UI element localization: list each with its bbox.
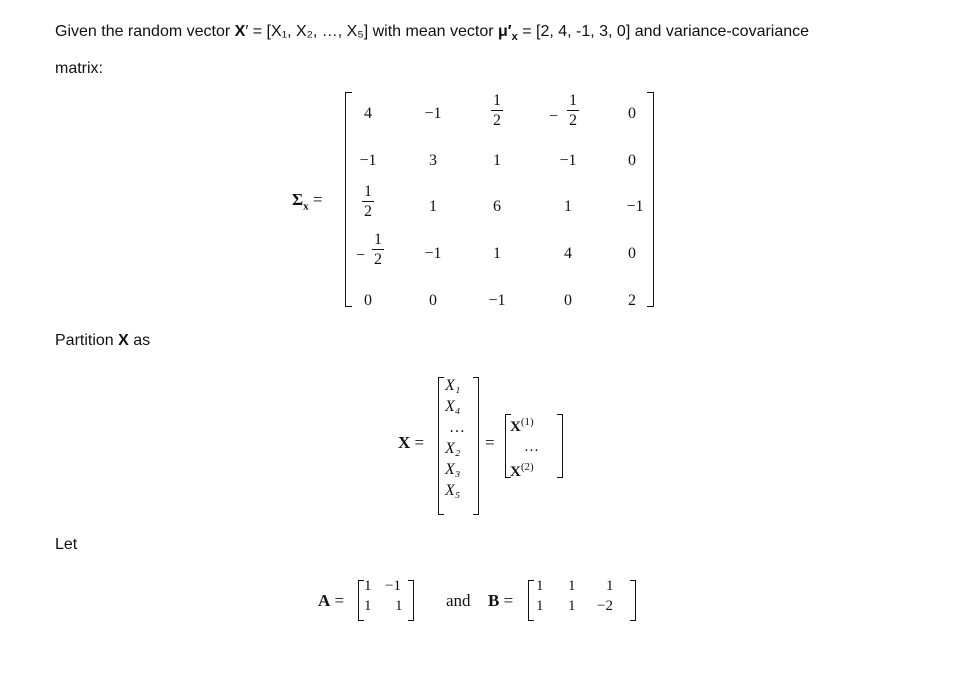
partition-equation [0,360,971,520]
matrix-b-left-bracket [528,580,534,621]
intro-text-1: Given the random vector [55,23,235,40]
sigma-frac: 1 2 [493,92,501,129]
matrix-a-cell: −1 [385,578,401,594]
sigma-cell: 1 [493,245,501,262]
sigma-left-bracket [345,92,352,307]
matrix-b-cell: −2 [597,598,613,614]
sigma-cell: 0 [429,292,437,309]
sigma-cell: 0 [628,245,636,262]
matrix-b-label: B = [488,591,514,610]
sigma-cell: 4 [364,105,372,122]
sigma-frac: 1 2 [569,92,577,129]
sigma-label: $\Sigma_x$ = [292,190,323,213]
partition-lhs: X = [398,433,425,452]
intro-mu: $\mu'_x$ [498,23,518,44]
matrix-a-cell: 1 [395,598,403,614]
intro-text-4: matrix: [55,60,103,78]
partition-element: X₁ [445,377,461,394]
block-bottom: $X^{(2)}$ [510,461,534,480]
partition-element: X₅ [445,482,461,499]
matrix-a-label: A = [318,591,345,610]
matrix-b-right-bracket [630,580,636,621]
sigma-minus: − [549,108,559,125]
sigma-frac: 1 2 [374,231,382,268]
partition-vector-left-bracket [438,377,444,515]
partition-element: … [449,419,465,436]
matrix-b-cell: 1 [536,578,544,594]
sigma-cell: 1 [564,198,572,215]
sigma-minus: − [356,247,366,264]
matrix-a-cell: 1 [364,578,372,594]
let-label: Let [55,536,78,553]
partition-vector-elements [445,375,465,501]
sigma-matrix [0,0,971,320]
partition-block [510,412,539,482]
intro-text-2: ′ = [X₁, X₂, …, X₅] with mean vector [245,23,499,40]
sigma-cell: −1 [559,152,577,169]
block-dots: … [524,439,539,455]
matrix-b-cell: 1 [568,598,576,614]
partition-block-right-bracket [557,414,563,478]
partition-label: Partition X as [55,332,151,349]
sigma-cell: 4 [564,245,572,262]
matrix-b-cell: 1 [568,578,576,594]
partition-vector-right-bracket [473,377,479,515]
sigma-frac: 1 2 [364,183,372,220]
sigma-cell: −1 [626,198,644,215]
matrix-a-cell: 1 [364,598,372,614]
matrix-a-right-bracket [408,580,414,621]
partition-element: X₃ [445,461,461,478]
matrix-b-cell: 1 [536,598,544,614]
sigma-cell: 1 [429,198,437,215]
sigma-cell: −1 [488,292,506,309]
and-word: and [446,591,471,610]
block-top: $X^{(1)}$ [510,416,534,435]
sigma-cell: −1 [424,245,442,262]
sigma-cell: −1 [359,152,377,169]
intro-vector-x: X [234,23,246,40]
sigma-cell: 3 [429,152,437,169]
sigma-cell: 1 [493,152,501,169]
sigma-cell: 0 [364,292,372,309]
sigma-cell: 6 [493,198,501,215]
sigma-cell: 0 [628,152,636,169]
sigma-cell: 0 [628,105,636,122]
sigma-cell: 2 [628,292,636,309]
partition-equals: = [485,433,495,452]
partition-element: X₄ [445,398,461,415]
matrices-ab [0,570,971,630]
sigma-cell: −1 [424,105,442,122]
intro-text-3: = [2, 4, -1, 3, 0] and variance-covariance [517,23,810,40]
sigma-cell: 0 [564,292,572,309]
partition-element: X₂ [445,440,461,457]
matrix-b-cell: 1 [606,578,614,594]
